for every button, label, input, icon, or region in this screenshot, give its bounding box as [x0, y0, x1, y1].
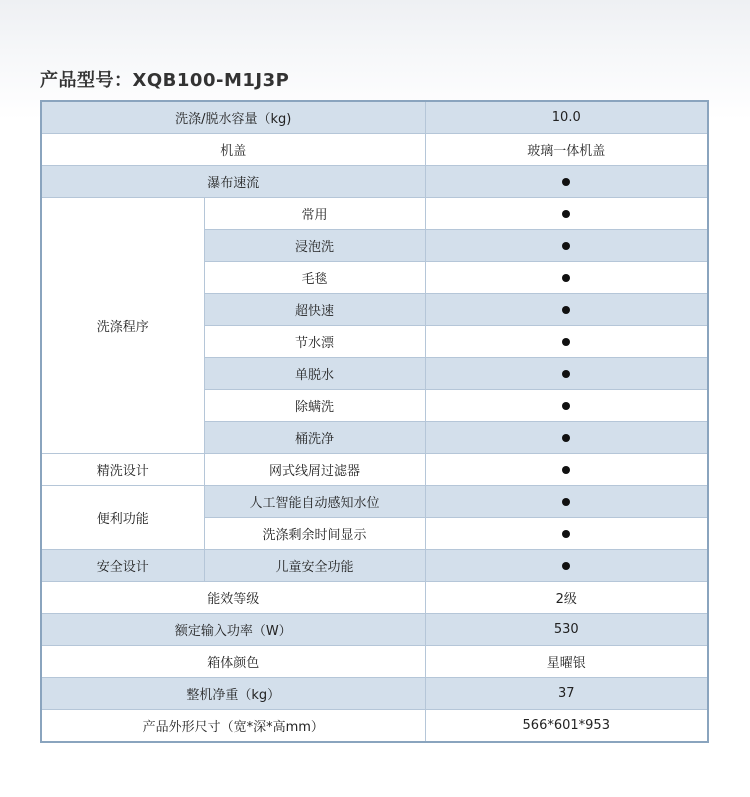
- row-value: 566*601*953: [425, 710, 708, 743]
- product-model-title: 产品型号：XQB100-M1J3P: [40, 70, 290, 91]
- bullet-dot-icon: [562, 242, 570, 250]
- table-row: [41, 101, 708, 134]
- table-row: [41, 582, 708, 614]
- row-label: 箱体颜色: [41, 646, 425, 678]
- bullet-dot-icon: [562, 434, 570, 442]
- bullet-dot-icon: [562, 210, 570, 218]
- row-label: 能效等级: [41, 582, 425, 614]
- row-label: 浸泡洗: [204, 230, 425, 262]
- row-value: [425, 230, 708, 262]
- row-label: 桶洗净: [204, 422, 425, 454]
- row-value: [425, 262, 708, 294]
- bullet-dot-icon: [562, 498, 570, 506]
- row-label: 常用: [204, 198, 425, 230]
- table-row: [41, 454, 708, 486]
- row-label: 儿童安全功能: [204, 550, 425, 582]
- row-value: [425, 166, 708, 198]
- table-row: [41, 486, 708, 518]
- row-label: 节水漂: [204, 326, 425, 358]
- bullet-dot-icon: [562, 562, 570, 570]
- bullet-dot-icon: [562, 274, 570, 282]
- table-row: [41, 678, 708, 710]
- row-value: [425, 390, 708, 422]
- table-row: [41, 198, 708, 230]
- row-value: [425, 550, 708, 582]
- row-value: [425, 454, 708, 486]
- row-value: 10.0: [425, 101, 708, 134]
- group-label: 安全设计: [41, 550, 204, 582]
- row-value: [425, 422, 708, 454]
- row-value: [425, 326, 708, 358]
- bullet-dot-icon: [562, 178, 570, 186]
- bullet-dot-icon: [562, 530, 570, 538]
- row-label: 毛毯: [204, 262, 425, 294]
- row-value: [425, 358, 708, 390]
- table-row: [41, 550, 708, 582]
- bullet-dot-icon: [562, 466, 570, 474]
- row-value: [425, 518, 708, 550]
- row-value: 2级: [425, 582, 708, 614]
- row-label: 除螨洗: [204, 390, 425, 422]
- row-label: 人工智能自动感知水位: [204, 486, 425, 518]
- row-label: 洗涤剩余时间显示: [204, 518, 425, 550]
- row-label: 单脱水: [204, 358, 425, 390]
- row-label: 额定输入功率（W）: [41, 614, 425, 646]
- group-label: 便利功能: [41, 486, 204, 550]
- table-row: [41, 134, 708, 166]
- group-label: 洗涤程序: [41, 198, 204, 454]
- row-value: [425, 294, 708, 326]
- table-row: [41, 166, 708, 198]
- bullet-dot-icon: [562, 306, 570, 314]
- row-label: 超快速: [204, 294, 425, 326]
- row-label: 网式线屑过滤器: [204, 454, 425, 486]
- row-value: 530: [425, 614, 708, 646]
- spec-table: [40, 100, 709, 743]
- row-value: 玻璃一体机盖: [425, 134, 708, 166]
- bullet-dot-icon: [562, 338, 570, 346]
- row-value: 37: [425, 678, 708, 710]
- row-value: [425, 486, 708, 518]
- row-label: 洗涤/脱水容量（kg): [41, 101, 425, 134]
- row-value: [425, 198, 708, 230]
- table-row: [41, 614, 708, 646]
- row-label: 机盖: [41, 134, 425, 166]
- row-label: 瀑布速流: [41, 166, 425, 198]
- bullet-dot-icon: [562, 370, 570, 378]
- table-row: [41, 710, 708, 743]
- table-row: [41, 646, 708, 678]
- row-value: 星曜银: [425, 646, 708, 678]
- group-label: 精洗设计: [41, 454, 204, 486]
- bullet-dot-icon: [562, 402, 570, 410]
- row-label: 产品外形尺寸（宽*深*高mm）: [41, 710, 425, 743]
- row-label: 整机净重（kg）: [41, 678, 425, 710]
